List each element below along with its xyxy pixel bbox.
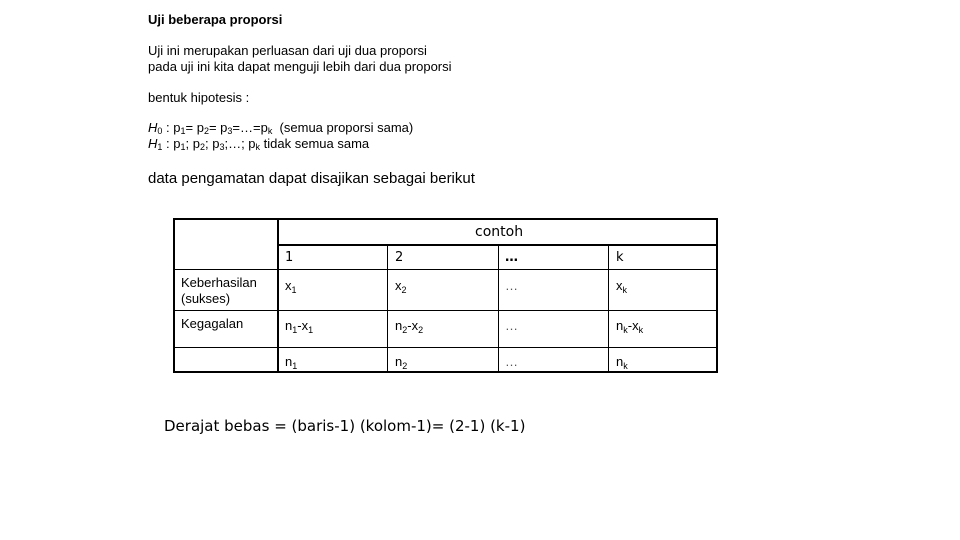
h0-colon: : p xyxy=(162,120,181,135)
table-line-h3 xyxy=(175,310,716,311)
table-cell xyxy=(395,318,423,334)
column-header-k: k xyxy=(616,250,624,265)
h1-t2sub: 2 xyxy=(199,142,205,152)
table-cell xyxy=(285,318,313,334)
h0-tail: (semua proporsi sama) xyxy=(272,120,414,135)
h1-colon: : p xyxy=(162,136,181,151)
h0-t3: = p xyxy=(208,120,228,135)
contingency-table xyxy=(173,218,718,373)
h0-t2: = p xyxy=(185,120,204,135)
table-cell xyxy=(395,278,407,294)
cell-sub: k xyxy=(623,361,628,371)
table-line-v4 xyxy=(608,245,609,371)
intro-text xyxy=(148,43,452,75)
hypothesis-label: bentuk hipotesis : xyxy=(148,90,250,105)
cell-base: x xyxy=(616,278,623,293)
h1-t1sub: 1 xyxy=(180,142,186,152)
degrees-of-freedom: Derajat bebas = (baris-1) (kolom-1)= (2-1) (k-1) xyxy=(164,417,526,435)
cell-bsub: 2 xyxy=(418,325,424,335)
column-header-ellipsis: … xyxy=(505,250,518,265)
h1-symbol: H xyxy=(148,136,158,151)
cell-sub: 1 xyxy=(291,285,297,295)
cell-bsub: 1 xyxy=(308,325,314,335)
table-cell xyxy=(616,278,627,294)
cell-base: … xyxy=(505,354,518,369)
table-line-v3 xyxy=(498,245,499,371)
cell-a: n xyxy=(395,318,403,333)
slide-title: Uji beberapa proporsi xyxy=(148,12,283,27)
hypothesis-block xyxy=(148,120,413,152)
cell-base: n xyxy=(395,354,403,369)
h0-t1sub: 1 xyxy=(180,126,186,136)
table-cell xyxy=(505,278,518,294)
cell-sub: 2 xyxy=(402,361,408,371)
cell-base: x xyxy=(285,278,292,293)
h1-t4sub: k xyxy=(255,142,261,152)
intro-line-2: pada uji ini kita dapat menguji lebih dari dua proporsi xyxy=(148,59,452,74)
h1-t3sub: 3 xyxy=(219,142,225,152)
h0-t2sub: 2 xyxy=(203,126,209,136)
row-label-line: Kegagalan xyxy=(181,316,244,331)
column-header-1: 1 xyxy=(285,250,294,265)
cell-base: n xyxy=(285,354,293,369)
h1-t3: ; p xyxy=(204,136,220,151)
cell-asub: 1 xyxy=(292,325,298,335)
cell-sub: 1 xyxy=(292,361,298,371)
table-line-h4 xyxy=(175,347,716,348)
table-line-v1 xyxy=(277,220,279,371)
cell-b: -x xyxy=(627,318,639,333)
table-cell xyxy=(285,354,297,370)
cell-b: -x xyxy=(407,318,419,333)
cell-b: -x xyxy=(297,318,309,333)
cell-a: … xyxy=(505,318,518,333)
h1-sub: 1 xyxy=(157,142,163,152)
cell-base: … xyxy=(505,278,518,293)
cell-a: n xyxy=(616,318,624,333)
cell-bsub: k xyxy=(638,325,644,335)
h0-sub: 0 xyxy=(157,126,163,136)
table-cell xyxy=(505,318,518,334)
table-cell xyxy=(616,354,628,370)
group-header-contoh: contoh xyxy=(475,224,524,240)
cell-asub: k xyxy=(623,325,628,335)
h0-t3sub: 3 xyxy=(227,126,233,136)
h1-tail: tidak semua sama xyxy=(260,136,370,151)
data-description: data pengamatan dapat disajikan sebagai berikut xyxy=(148,170,475,187)
table-line-v2 xyxy=(387,245,388,371)
h0-symbol: H xyxy=(148,120,158,135)
row-label-line: (sukses) xyxy=(181,291,231,306)
hypothesis-h0 xyxy=(148,120,413,136)
h0-t4: =…=p xyxy=(232,120,268,135)
row-label-kegagalan xyxy=(181,316,243,332)
cell-asub: 2 xyxy=(402,325,408,335)
table-cell xyxy=(395,354,407,370)
cell-base: x xyxy=(395,278,402,293)
intro-line-1: Uji ini merupakan perluasan dari uji dua proporsi xyxy=(148,43,427,58)
hypothesis-h1 xyxy=(148,136,413,152)
h0-t4sub: k xyxy=(267,126,273,136)
row-label-line: Keberhasilan xyxy=(181,275,257,290)
table-cell xyxy=(616,318,643,334)
cell-base: n xyxy=(616,354,624,369)
column-header-2: 2 xyxy=(395,250,404,265)
h1-t2: ; p xyxy=(185,136,200,151)
row-label-keberhasilan xyxy=(181,275,257,307)
table-cell xyxy=(505,354,518,370)
table-cell xyxy=(285,278,297,294)
cell-sub: k xyxy=(622,285,627,295)
table-line-h2 xyxy=(175,269,716,270)
cell-sub: 2 xyxy=(401,285,407,295)
h1-t4: ;…; p xyxy=(224,136,256,151)
cell-a: n xyxy=(285,318,293,333)
